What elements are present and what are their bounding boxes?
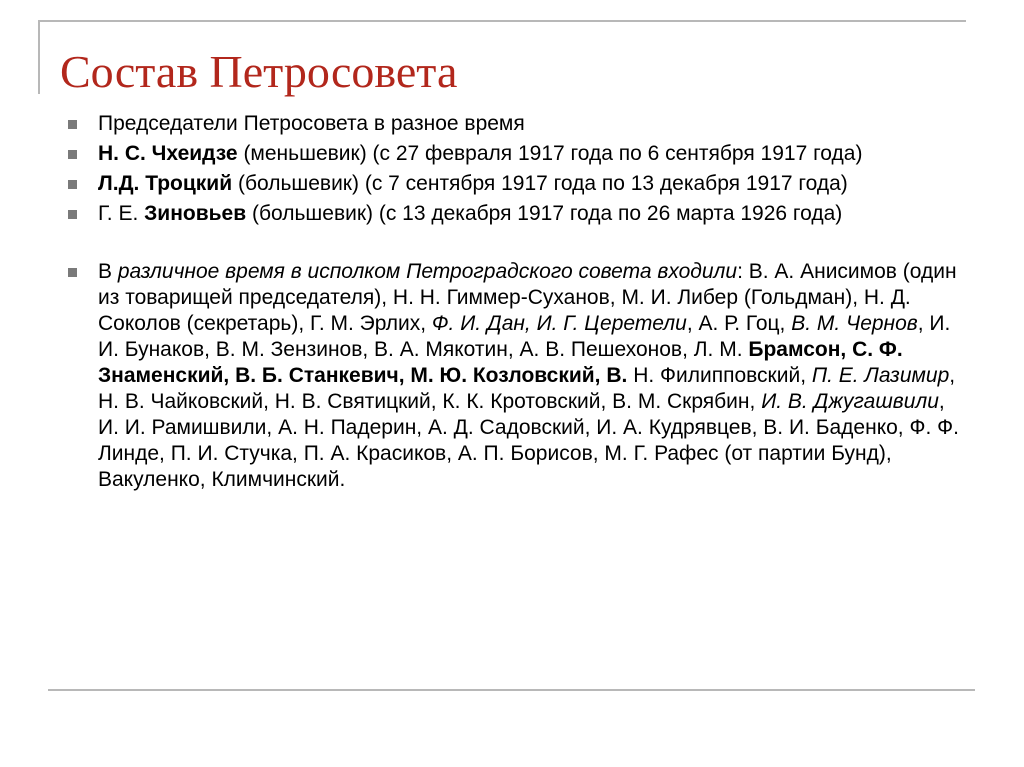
square-bullet-icon (68, 180, 77, 189)
item-text-italic: П. Е. Лазимир (811, 364, 950, 387)
bullet-item-executive-committee (68, 259, 968, 493)
frame-left-line (38, 20, 40, 94)
person-name: Н. С. Чхеидзе (98, 142, 238, 165)
item-text: Н. Филипповский, (627, 364, 812, 387)
person-name: Л.Д. Троцкий (98, 172, 233, 195)
item-text: В (98, 260, 118, 283)
frame-top-line (38, 20, 966, 22)
item-text: (большевик) (с 13 декабря 1917 года по 26 марта 1926 года) (246, 202, 843, 225)
item-text: Председатели Петросовета в разное время (98, 112, 525, 135)
square-bullet-icon (68, 150, 77, 159)
person-name: Зиновьев (144, 202, 247, 225)
item-text: , И. И. Бунаков, В. М. Зензинов, В. А. Мякотин, А. В. Пешехонов, Л. М. (98, 312, 951, 361)
slide-content (68, 111, 968, 497)
frame-bottom-line (48, 689, 975, 691)
slide-title: Состав Петросовета (60, 46, 458, 97)
item-text-italic: И. В. Джугашвили (761, 390, 939, 413)
item-text-italic: Ф. И. Дан, И. Г. Церетели (431, 312, 687, 335)
square-bullet-icon (68, 120, 77, 129)
item-text-italic: различное время в исполком Петроградского совета входили (117, 260, 738, 283)
item-text-italic: В. М. Чернов (791, 312, 918, 335)
bullet-item-chairmen-heading (68, 111, 968, 137)
bullet-item-trotsky (68, 171, 968, 197)
square-bullet-icon (68, 210, 77, 219)
item-text: Г. Е. (98, 202, 145, 225)
item-text-bold: Брамсон, С. Ф. Знаменский, В. Б. Станкевич, М. Ю. Козловский, В. (98, 338, 903, 387)
item-text: (большевик) (с 7 сентября 1917 года по 13 декабря 1917 года) (232, 172, 848, 195)
bullet-item-zinoviev (68, 201, 968, 227)
bullet-item-chkheidze (68, 141, 968, 167)
item-text: , Н. В. Чайковский, Н. В. Святицкий, К. К. Кротовский, В. М. Скрябин, (98, 364, 956, 413)
item-text: : В. А. Анисимов (один из товарищей председателя), Н. Н. Гиммер-Суханов, М. И. Либер (Гольдман), Н. Д. Соколов (секретарь), Г. М. Эрлих, (98, 260, 957, 335)
item-text: , А. Р. Гоц, (686, 312, 792, 335)
item-text: , И. И. Рамишвили, А. Н. Падерин, А. Д. Садовский, И. А. Кудрявцев, В. И. Баденко, Ф. Ф. Линде, П. И. Стучка, П. А. Красиков, А. П. Борисов, М. Г. Рафес (от партии Бунд), Вакуленко, Климчинский. (98, 390, 959, 491)
item-text: (меньшевик) (с 27 февраля 1917 года по 6 сентября 1917 года) (237, 142, 863, 165)
square-bullet-icon (68, 268, 77, 277)
